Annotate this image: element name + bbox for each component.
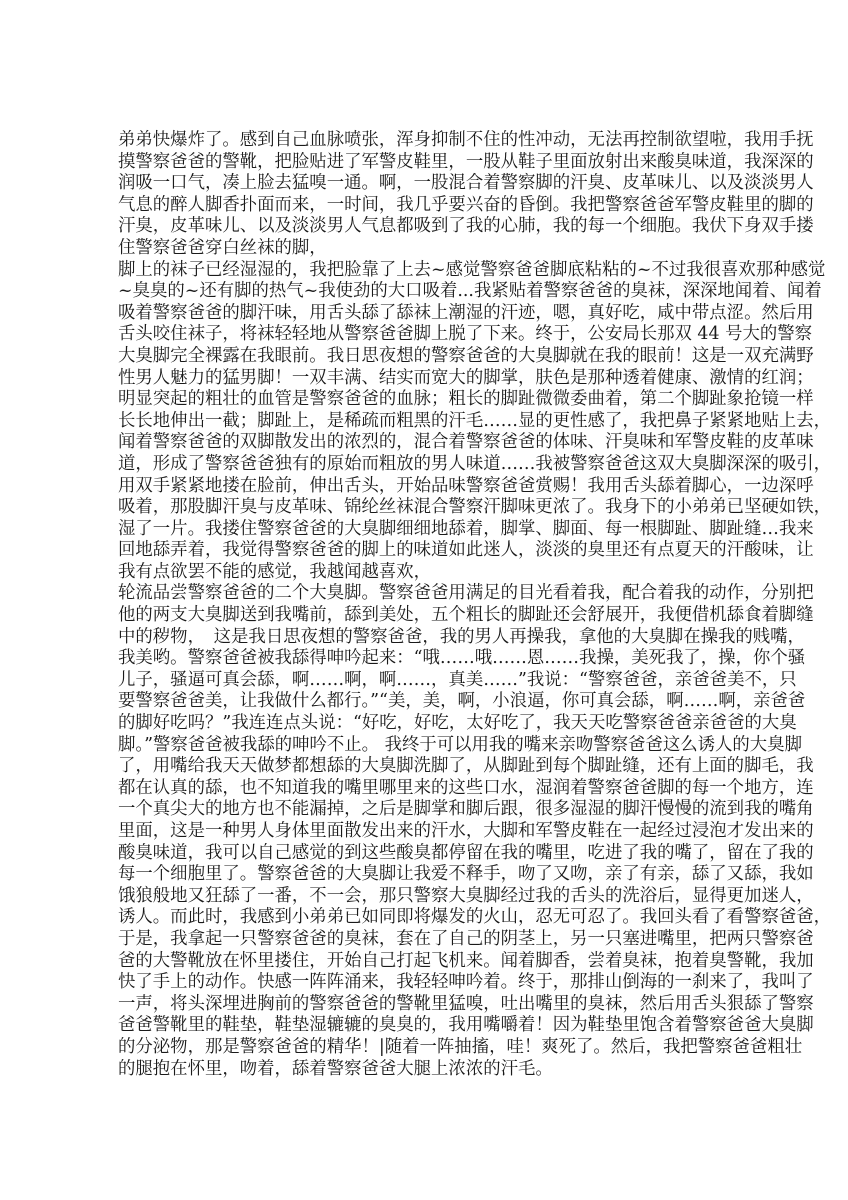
- text-line: 性男人魅力的猛男脚！一双丰满、结实而宽大的脚掌，肤色是那种透着健康、激情的红润；: [118, 367, 814, 388]
- text-line: 吸着警察爸爸的脚汗味，用舌头舔了舔袜上潮湿的汗迹，嗯，真好吃，咸中带点涩。然后用: [118, 302, 814, 323]
- text-line: 我有点欲罢不能的感觉，我越闻越喜欢，: [118, 561, 432, 582]
- text-line: 弟弟快爆炸了。感到自己血脉喷张，浑身抑制不住的性冲动，无法再控制欲望啦，我用手抚: [118, 130, 814, 150]
- text-line: 了，用嘴给我天天做梦都想舔的大臭脚洗脚了，从脚趾到每个脚趾缝，还有上面的脚毛，我: [118, 756, 814, 777]
- text-line: 的腿抱在怀里，吻着，舔着警察爸爸大腿上浓浓的汗毛。: [118, 1058, 553, 1079]
- text-line: 每一个细胞里了。警察爸爸的大臭脚让我爱不释手，吻了又吻，亲了有亲，舔了又舔，我如: [118, 864, 814, 885]
- text-line: 气息的醉人脚香扑面而来，一时间，我几乎要兴奋的昏倒。我把警察爸爸军警皮鞋里的脚的: [118, 194, 814, 215]
- text-line: 明显突起的粗壮的血管是警察爸爸的血脉；粗长的脚趾微微委曲着，第二个脚趾象抢镜一样: [118, 389, 814, 410]
- text-line: 湿了一片。我搂住警察爸爸的大臭脚细细地舔着，脚掌、脚面、每一根脚趾、脚趾缝…我来: [118, 518, 814, 539]
- text-line: 舌头咬住袜子，将袜轻轻地从警察爸爸脚上脱了下来。终于，公安局长那双 44 号大的警察: [118, 324, 813, 345]
- text-line: 酸臭味道，我可以自己感觉的到这些酸臭都停留在我的嘴里，吃进了我的嘴了，留在了我的: [118, 842, 814, 863]
- text-line: 爸爸警靴里的鞋垫，鞋垫湿辘辘的臭臭的，我用嘴嚼着！因为鞋垫里饱含着警察爸爸大臭脚: [118, 1015, 814, 1036]
- document-page: [118, 130, 832, 1080]
- text-line: 诱人。而此时，我感到小弟弟已如同即将爆发的火山，忍无可忍了。我回头看了看警察爸爸，: [118, 907, 832, 928]
- text-line: 吸着，那股脚汗臭与皮革味、锦纶丝袜混合警察汗脚味更浓了。我身下的小弟弟已坚硬如铁，: [118, 497, 832, 518]
- text-line: 脚。”警察爸爸被我舔的呻吟不止。 我终于可以用我的嘴来亲吻警察爸爸这么诱人的大臭脚: [118, 734, 802, 755]
- text-line: 要警察爸爸美，让我做什么都行。”“美，美，啊，小浪逼，你可真会舔，啊……啊，亲爸爸: [118, 691, 806, 712]
- text-line: 都在认真的舔，也不知道我的嘴里哪里来的这些口水，湿润着警察爸爸脚的每一个地方，连: [118, 777, 814, 798]
- text-line: 里面，这是一种男人身体里面散发出来的汗水，大脚和军警皮鞋在一起经过浸泡才发出来的: [118, 821, 814, 841]
- text-line: 住警察爸爸穿白丝袜的脚，: [118, 237, 327, 258]
- text-line: 汗臭，皮革味儿、以及淡淡男人气息都吸到了我的心肺，我的每一个细胞。我伏下身双手搂: [118, 216, 814, 237]
- text-line: 我美哟。警察爸爸被我舔得呻吟起来：“哦……哦……恩……我操，美死我了，操，你个骚: [118, 648, 806, 669]
- text-line: 儿子，骚逼可真会舔，啊……啊，啊……，真美……”我说：“警察爸爸，亲爸爸美不，只: [118, 669, 797, 690]
- text-line: 摸警察爸爸的警靴，把脸贴进了军警皮鞋里，一股从鞋子里面放射出来酸臭味道，我深深的: [118, 151, 814, 172]
- text-line: 饿狼般地又狂舔了一番，不一会，那只警察大臭脚经过我的舌头的洗浴后，显得更加迷人，: [118, 885, 814, 906]
- text-line: 一声，将头深埋进胸前的警察爸爸的警靴里猛嗅，吐出嘴里的臭袜，然后用舌头狠舔了警察: [118, 993, 814, 1014]
- text-line: 闻着警察爸爸的双脚散发出的浓烈的，混合着警察爸爸的体味、汗臭味和军警皮鞋的皮革味: [118, 432, 814, 453]
- text-line: ~臭臭的~还有脚的热气~我使劲的大口吸着...我紧贴着警察爸爸的臭袜，深深地闻着、闻着: [118, 281, 822, 302]
- text-line: 回地舔弄着，我觉得警察爸爸的脚上的味道如此迷人，淡淡的臭里还有点夏天的汗酸味，让: [118, 540, 814, 561]
- text-line: 的脚好吃吗？”我连连点头说：“好吃，好吃，太好吃了，我天天吃警察爸爸亲爸爸的大臭: [118, 713, 797, 734]
- text-line: 脚上的袜子已经湿湿的，我把脸靠了上去~感觉警察爸爸脚底粘粘的~不过我很喜欢那种感觉: [118, 259, 826, 280]
- text-line: 快了手上的动作。快感一阵阵涌来，我轻轻呻吟着。终于，那排山倒海的一刹来了，我叫了: [118, 972, 814, 993]
- text-line: 道，形成了警察爸爸独有的原始而粗放的男人味道……我被警察爸爸这双大臭脚深深的吸引，: [118, 453, 832, 474]
- text-line: 中的秽物， 这是我日思夜想的警察爸爸，我的男人再操我，拿他的大臭脚在操我的贱嘴，: [118, 626, 805, 647]
- text-line: 他的两支大臭脚送到我嘴前，舔到美处，五个粗长的脚趾还会舒展开，我便借机舔食着脚缝: [118, 605, 814, 626]
- text-line: 爸的大警靴放在怀里搂住，开始自己打起飞机来。闻着脚香，尝着臭袜，抱着臭警靴，我加: [118, 950, 814, 971]
- text-line: 轮流品尝警察爸爸的二个大臭脚。警察爸爸用满足的目光看着我，配合着我的动作，分别把: [118, 583, 814, 604]
- text-line: 用双手紧紧地搂在脸前，伸出舌头，开始品味警察爸爸赏赐！我用舌头舔着脚心，一边深呼: [118, 475, 814, 496]
- text-line: 一个真尖大的地方也不能漏掉，之后是脚掌和脚后跟，很多湿湿的脚汗慢慢的流到我的嘴角: [118, 799, 814, 820]
- text-line: 大臭脚完全裸露在我眼前。我日思夜想的警察爸爸的大臭脚就在我的眼前！这是一双充满野: [118, 345, 814, 366]
- text-line: 的分泌物，那是警察爸爸的精华！|随着一阵抽搐，哇！爽死了。然后，我把警察爸爸粗壮: [118, 1036, 803, 1057]
- text-line: 于是，我拿起一只警察爸爸的臭袜，套在了自己的阴茎上，另一只塞进嘴里，把两只警察爸: [118, 928, 814, 949]
- text-line: 长长地伸出一截；脚趾上，是稀疏而粗黑的汗毛……显的更性感了，我把鼻子紧紧地贴上去，: [118, 410, 832, 431]
- text-line: 润吸一口气，凑上脸去猛嗅一通。啊，一股混合着警察脚的汗臭、皮革味儿、以及淡淡男人: [118, 173, 814, 194]
